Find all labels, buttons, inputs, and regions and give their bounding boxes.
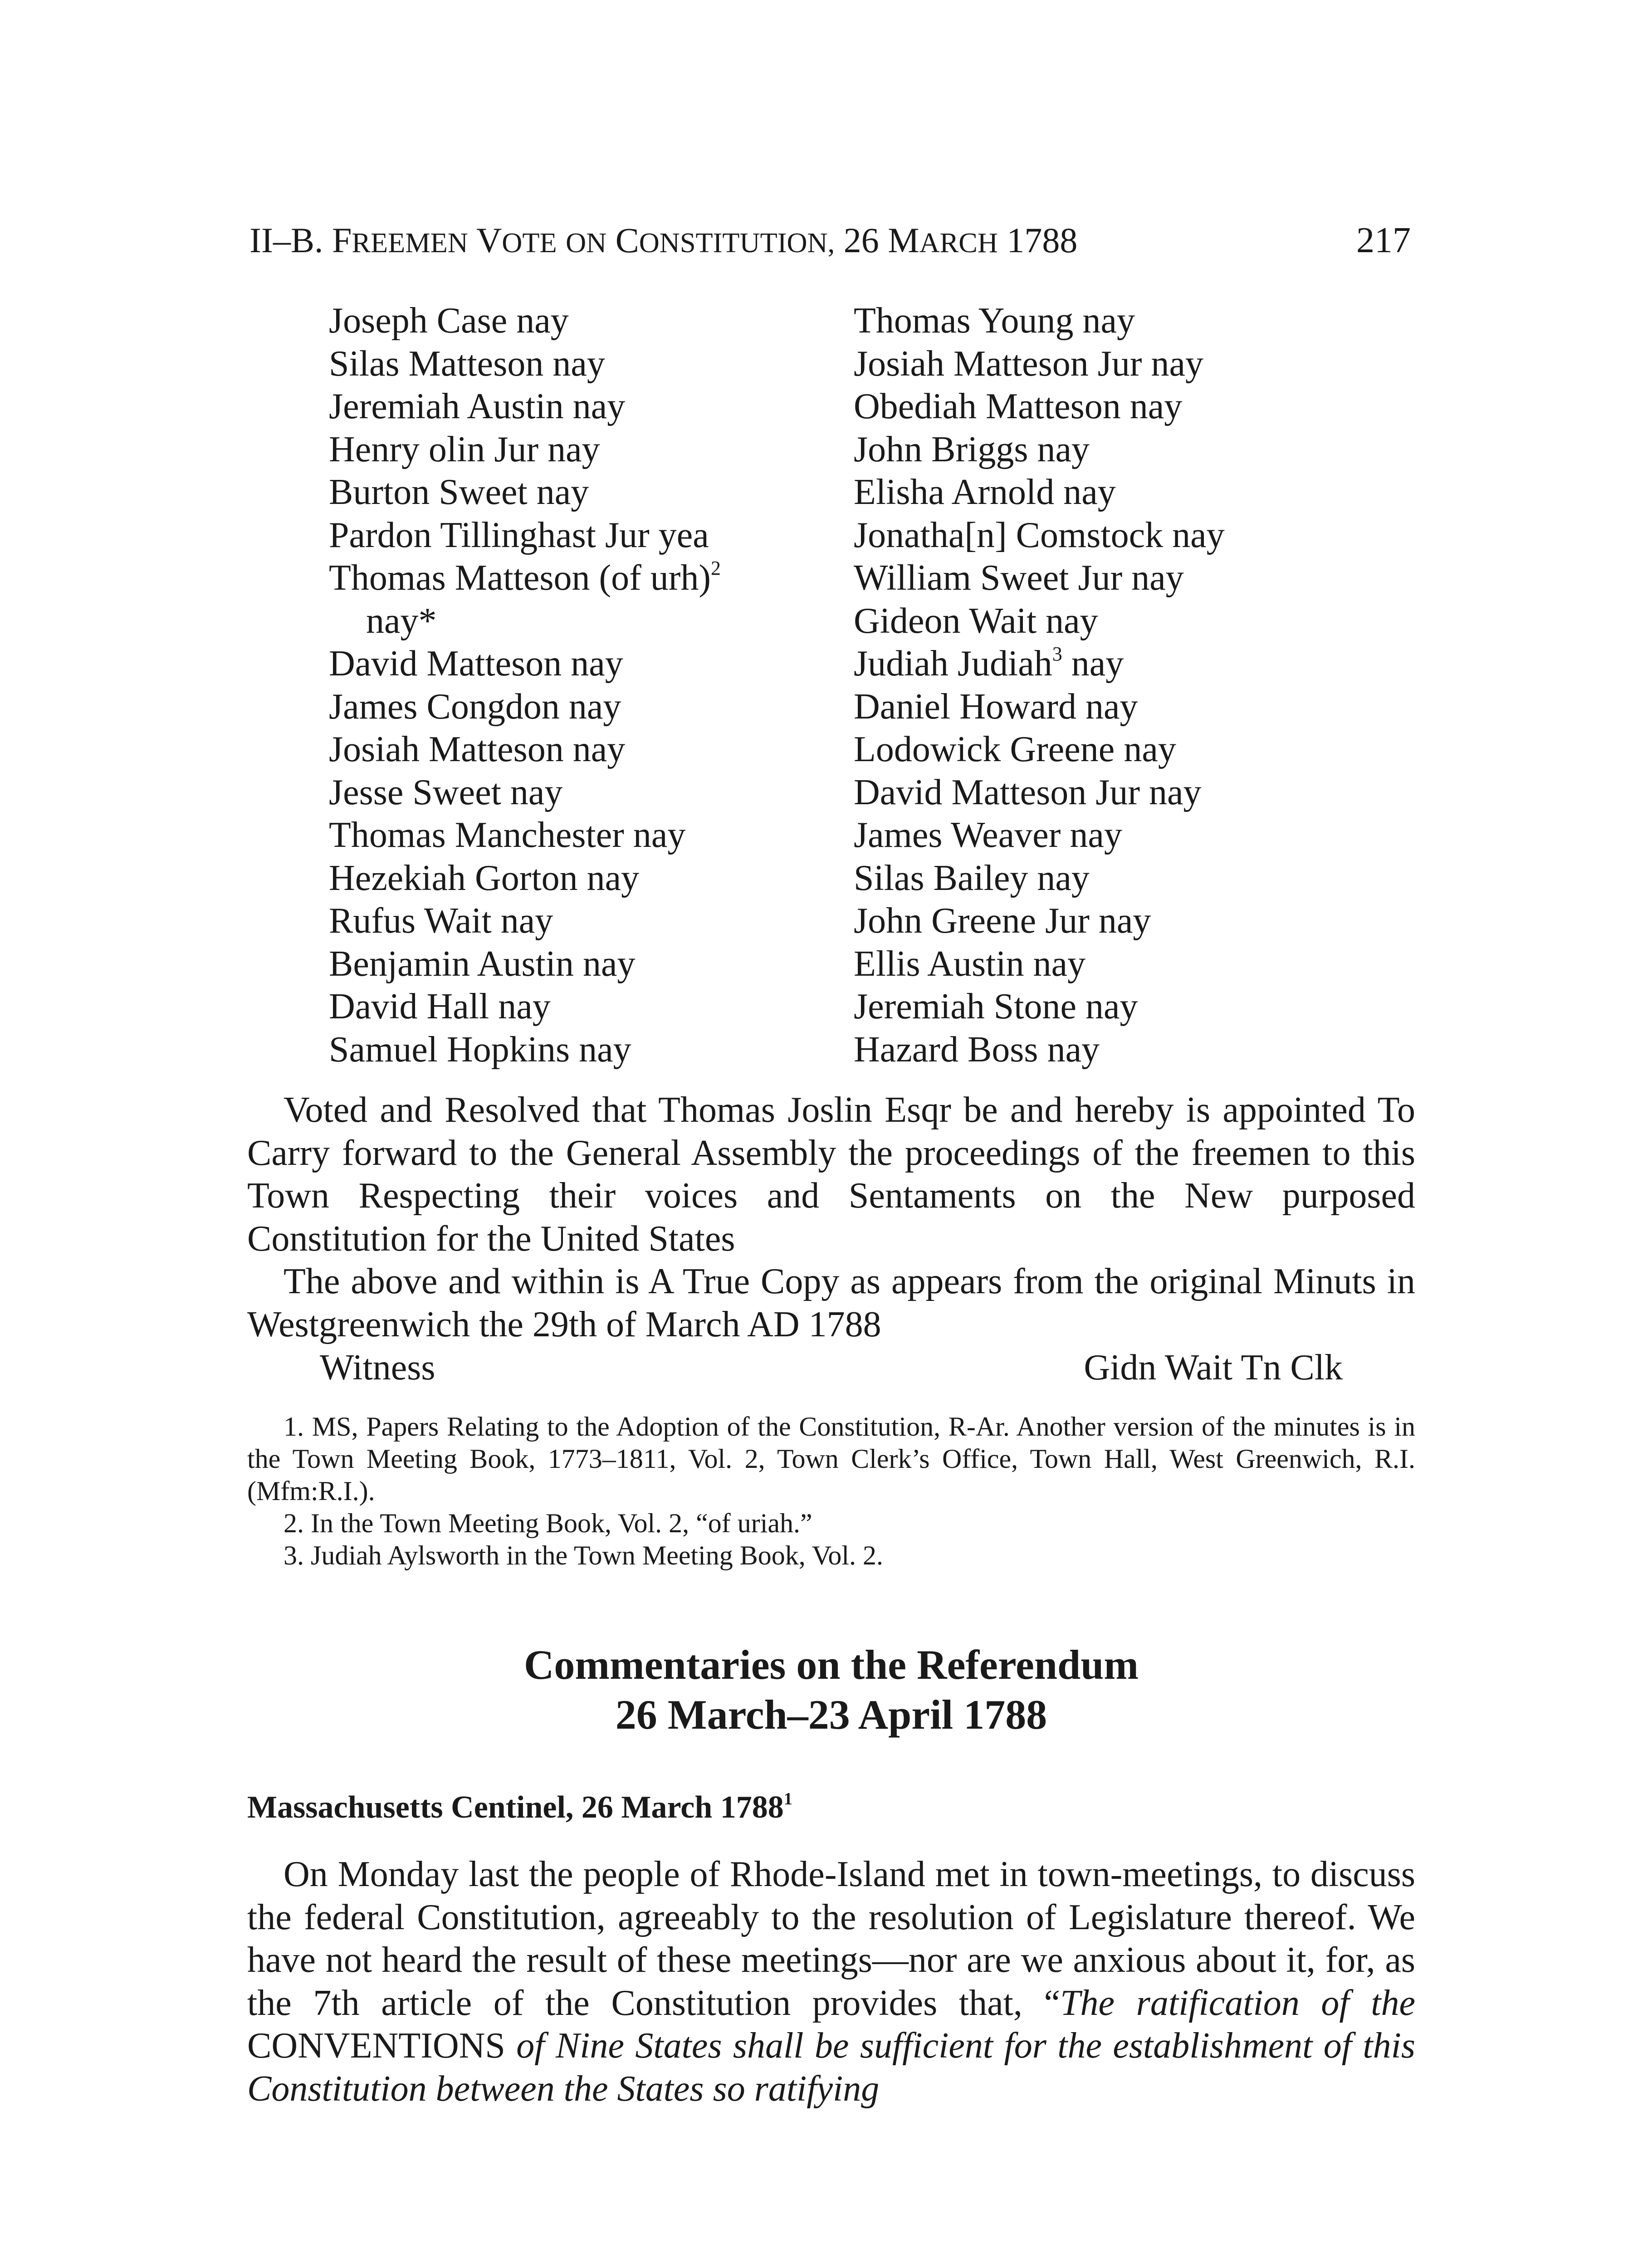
vote-entry: Daniel Howard nay <box>854 686 1138 727</box>
quote-italic-1: The ratification of the <box>1060 1983 1416 2023</box>
vote-entry: Silas Matteson nay <box>329 343 605 384</box>
attestation-text: The above and within is A True Copy as appears from the original Minuts in Westgreenwich the 29th of March AD 1788 <box>247 1261 1415 1344</box>
vote-entry: Jeremiah Stone nay <box>854 987 1138 1026</box>
article-text <box>247 1853 1415 2110</box>
footnotes <box>247 1411 1415 1572</box>
vote-entry: Hezekiah Gorton nay <box>329 858 640 898</box>
vote-entry: Benjamin Austin nay <box>329 943 636 984</box>
vote-entry-with-note <box>854 642 1225 685</box>
page-number: 217 <box>1356 220 1411 260</box>
vote-entry: Silas Bailey nay <box>854 858 1090 898</box>
vote-entry: Pardon Tillinghast Jur yea <box>329 515 709 555</box>
running-title: II–B. FREEMEN VOTE ON CONSTITUTION, 26 MARCH 1788 <box>249 220 1078 260</box>
vote-entry: Rufus Wait nay <box>329 901 553 941</box>
source-heading <box>247 1787 792 1828</box>
vote-entry-name: Thomas Matteson (of urh) <box>329 558 711 598</box>
section-heading-line-2: 26 March–23 April 1788 <box>615 1691 1047 1738</box>
vote-entry: Josiah Matteson Jur nay <box>854 343 1204 384</box>
clerk-signature: Gidn Wait Tn Clk <box>1084 1348 1343 1388</box>
resolution-text: Voted and Resolved that Thomas Joslin Esqr be and hereby is appointed To Carry forward to the General Assembly the proceedings of the freemen to this Town Respecting their voices and Sentaments on the New purposed Constitution for the United States <box>247 1090 1415 1259</box>
vote-entry: Hazard Boss nay <box>854 1029 1100 1070</box>
section-heading-line-1: Commentaries on the Referendum <box>523 1642 1139 1688</box>
vote-entry: Samuel Hopkins nay <box>329 1029 631 1070</box>
quote-caps: CONVENTIONS <box>247 2026 517 2066</box>
vote-entry: Josiah Matteson nay <box>329 729 626 769</box>
vote-list-right-column <box>854 299 1225 1071</box>
article-paragraph <box>247 1853 1415 2110</box>
vote-entry: John Briggs nay <box>854 429 1090 469</box>
vote-entry: Lodowick Greene nay <box>854 729 1176 769</box>
section-heading <box>247 1640 1415 1740</box>
footnote-2: 2. In the Town Meeting Book, Vol. 2, “of uriah.” <box>284 1508 812 1538</box>
source-title: Massachusetts Centinel, 26 March 1788 <box>247 1790 784 1825</box>
article-body: On Monday last the people of Rhode-Island met in town-meetings, to discuss the federal Constitution, agreeably to the resolution of Legislature thereof. We have not heard the result of these meetings—nor are we anxious about it, for, as the 7th article of the Constitution provides that, “ <box>247 1854 1415 2023</box>
vote-entry: Obediah Matteson nay <box>854 386 1183 426</box>
vote-entry: Jonatha[n] Comstock nay <box>854 515 1225 555</box>
quote-italic-2: of Nine States shall be sufficient for the establishment of this Constitution between the States so ratifying <box>247 2026 1415 2109</box>
footnote-ref-3: 3 <box>1052 643 1062 665</box>
footnote-1: 1. MS, Papers Relating to the Adoption of the Constitution, R-Ar. Another version of the minutes is in the Town Meeting Book, 1773–1811, Vol. 2, Town Clerk’s Office, Town Hall, West Greenwich, R.I. (Mfm:R.I.). <box>247 1412 1415 1506</box>
vote-entry: William Sweet Jur nay <box>854 558 1184 598</box>
vote-entry: Gideon Wait nay <box>854 601 1098 641</box>
vote-entry: Thomas Manchester nay <box>329 815 686 855</box>
vote-entry-continuation: nay* <box>366 601 437 641</box>
vote-entry: James Congdon nay <box>329 686 621 727</box>
attestation-paragraph <box>247 1260 1415 1346</box>
footnote-3: 3. Judiah Aylsworth in the Town Meeting Book, Vol. 2. <box>284 1540 883 1570</box>
resolution-paragraph <box>247 1089 1415 1260</box>
vote-entry: Jeremiah Austin nay <box>329 386 626 426</box>
witness-line <box>320 1346 1343 1389</box>
running-head <box>249 218 1411 263</box>
vote-entry: Joseph Case nay <box>329 301 569 341</box>
footnote-ref-1: 1 <box>783 1789 793 1809</box>
vote-entry: Burton Sweet nay <box>329 472 589 512</box>
footnote-ref-2: 2 <box>711 557 721 579</box>
vote-entry: David Hall nay <box>329 987 551 1026</box>
vote-entry: David Matteson Jur nay <box>854 772 1202 812</box>
vote-entry: Jesse Sweet nay <box>329 772 563 812</box>
vote-entry: Elisha Arnold nay <box>854 472 1116 512</box>
vote-entry: John Greene Jur nay <box>854 901 1151 941</box>
vote-entry-vote: nay <box>1062 644 1124 684</box>
vote-entry: Ellis Austin nay <box>854 943 1086 984</box>
vote-entry: David Matteson nay <box>329 644 623 684</box>
vote-entry-with-note <box>329 557 721 600</box>
vote-entry: James Weaver nay <box>854 815 1122 855</box>
vote-entry: Thomas Young nay <box>854 301 1135 341</box>
vote-entry-name: Judiah Judiah <box>854 644 1052 684</box>
witness-label: Witness <box>320 1348 435 1388</box>
vote-list-left-column <box>329 299 721 1071</box>
vote-entry: Henry olin Jur nay <box>329 429 600 469</box>
